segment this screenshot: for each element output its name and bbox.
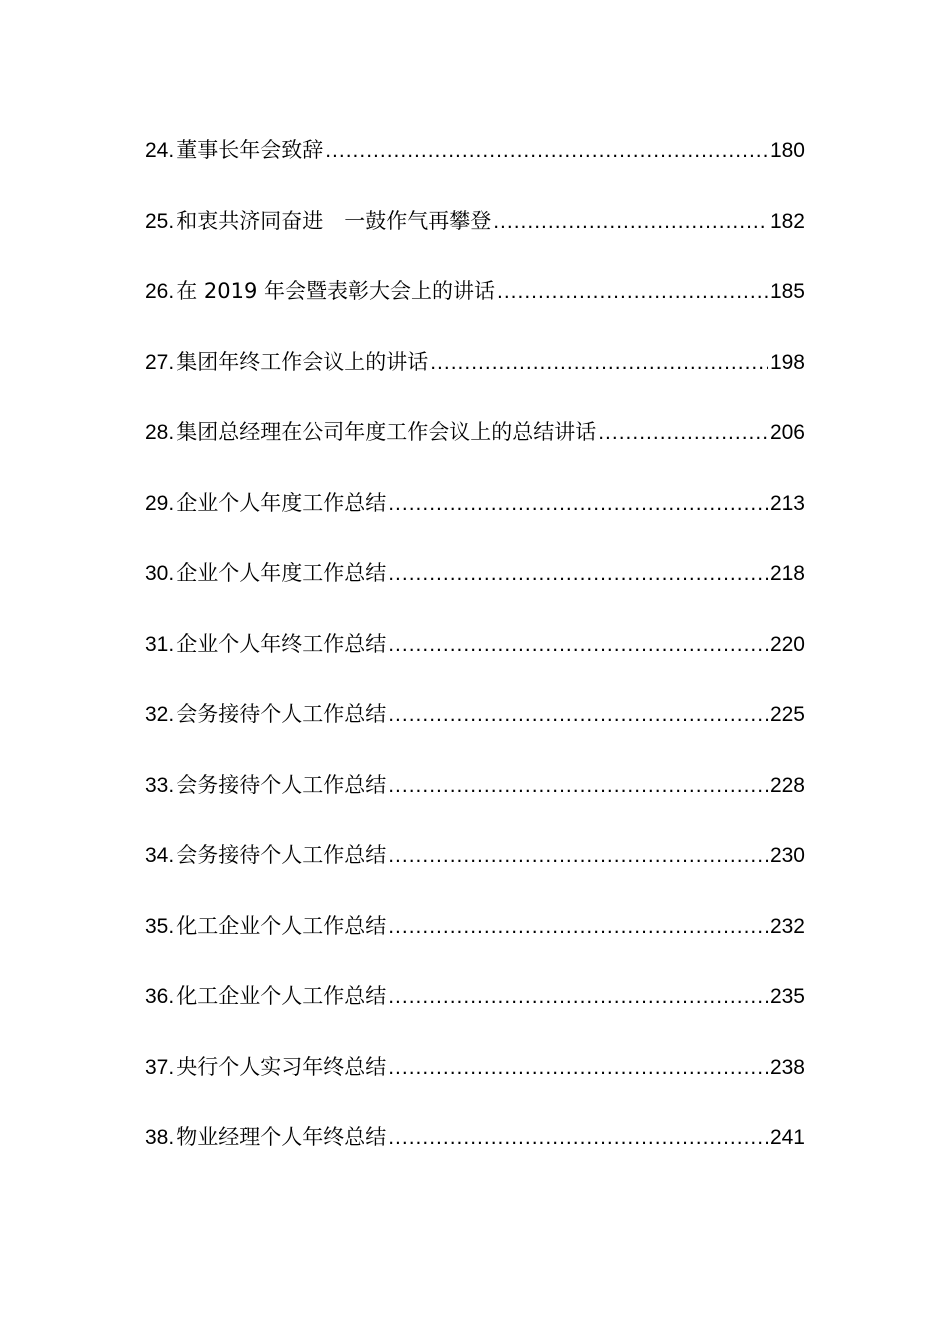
toc-entry-number: 25. [145,209,175,233]
toc-entry-29[interactable] [145,481,805,552]
toc-entry-number: 24. [145,139,175,162]
toc-entry-page: 218 [769,562,805,585]
toc-entry-title: 集团总经理在公司年度工作会议上的总结讲话 [176,420,597,444]
toc-entry-page: 225 [769,703,805,726]
toc-entry-25[interactable] [145,199,805,270]
dot-leader [497,270,768,314]
toc-entry-37[interactable] [145,1045,805,1116]
toc-entry-number: 37. [145,1055,175,1079]
toc-entry-33[interactable] [145,763,805,834]
dot-leader [388,623,768,667]
toc-entry-title: 化工企业个人工作总结 [176,984,387,1008]
toc-entry-number: 32. [145,703,175,726]
toc-entry-title: 在 2019 年会暨表彰大会上的讲话 [176,279,495,303]
toc-entry-35[interactable] [145,904,805,975]
toc-entry-number: 27. [145,350,175,374]
toc-entry-page: 180 [769,139,805,162]
dot-leader [388,905,768,949]
dot-leader [388,1116,768,1160]
toc-entry-36[interactable] [145,974,805,1045]
toc-entry-page: 185 [769,280,805,303]
toc-entry-page: 213 [769,491,805,515]
toc-entry-page: 198 [769,350,805,374]
toc-entry-number: 31. [145,632,175,656]
dot-leader [598,411,768,455]
toc-entry-page: 241 [769,1126,805,1149]
toc-entry-number: 36. [145,985,175,1008]
toc-entry-number: 30. [145,562,175,585]
toc-entry-title: 企业个人年度工作总结 [176,561,387,585]
toc-entry-title: 企业个人年终工作总结 [176,631,387,656]
toc-entry-38[interactable] [145,1115,805,1186]
toc-entry-title: 和衷共济同奋进 一鼓作气再攀登 [176,208,492,233]
toc-entry-page: 220 [769,632,805,656]
toc-entry-title: 集团年终工作会议上的讲话 [176,349,429,374]
toc-entry-26[interactable] [145,269,805,340]
toc-entry-title: 企业个人年度工作总结 [176,490,387,515]
toc-entry-title: 物业经理个人年终总结 [176,1125,387,1149]
toc-entry-27[interactable] [145,340,805,411]
toc-entry-page: 182 [769,209,805,233]
toc-entry-32[interactable] [145,692,805,763]
dot-leader [430,341,768,385]
toc-entry-28[interactable] [145,410,805,481]
dot-leader [388,693,768,737]
toc-entry-31[interactable] [145,622,805,693]
dot-leader [388,1046,768,1090]
toc-entry-number: 33. [145,773,175,797]
toc-entry-number: 28. [145,421,175,444]
toc-entry-page: 230 [769,844,805,867]
toc-entry-page: 238 [769,1055,805,1079]
toc-entry-title: 化工企业个人工作总结 [176,913,387,938]
toc-entry-page: 228 [769,773,805,797]
toc-entry-30[interactable] [145,551,805,622]
dot-leader [388,764,768,808]
toc-entry-page: 206 [769,421,805,444]
toc-entry-number: 35. [145,914,175,938]
toc-entry-number: 29. [145,491,175,515]
toc-entry-page: 235 [769,985,805,1008]
dot-leader [325,129,768,173]
toc-entry-number: 26. [145,280,175,303]
toc-entry-number: 34. [145,844,175,867]
toc-entry-24[interactable] [145,128,805,199]
dot-leader [388,552,768,596]
table-of-contents [145,128,805,1186]
dot-leader [493,200,768,244]
dot-leader [388,975,768,1019]
toc-entry-title: 会务接待个人工作总结 [176,843,387,867]
toc-entry-title: 董事长年会致辞 [176,138,324,162]
toc-entry-title: 会务接待个人工作总结 [176,702,387,726]
toc-entry-34[interactable] [145,833,805,904]
toc-entry-title: 会务接待个人工作总结 [176,772,387,797]
toc-entry-number: 38. [145,1126,175,1149]
dot-leader [388,482,768,526]
dot-leader [388,834,768,878]
toc-entry-title: 央行个人实习年终总结 [176,1054,387,1079]
toc-entry-page: 232 [769,914,805,938]
